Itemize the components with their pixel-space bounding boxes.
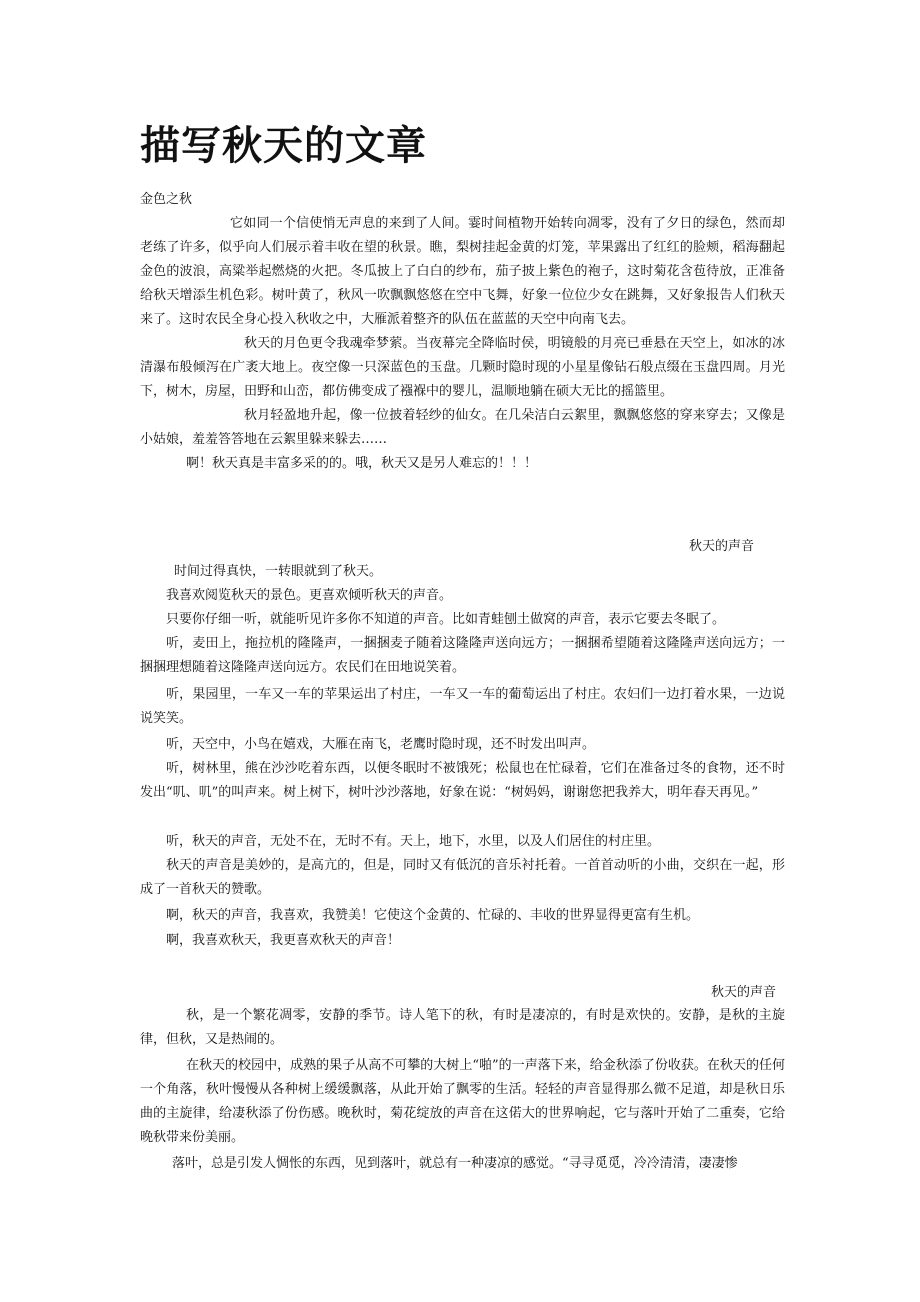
section2-paragraph-4: 听，麦田上，拖拉机的隆隆声，一捆捆麦子随着这隆隆声送向远方；一捆捆希望随着这隆隆声送向远方；一捆捆理想随着这隆隆声送向远方。农民们在田地说笑着。 — [140, 636, 785, 675]
section2-paragraph-9: 秋天的声音是美妙的，是高亢的，但是，同时又有低沉的音乐衬托着。一首首动听的小曲，交织在一起，形成了一首秋天的赞歌。 — [140, 858, 785, 897]
section2-paragraph-2: 我喜欢阅览秋天的景色。更喜欢倾听秋天的声音。 — [166, 588, 453, 603]
section2-paragraph-7: 听，树林里，熊在沙沙吃着东西，以便冬眠时不被饿死；松鼠也在忙碌着，它们在准备过冬的食物，还不时发出“叽、叽”的叫声来。树上树下，树叶沙沙落地，好象在说：“树妈妈，谢谢您把我养大，明年春天再见。” — [140, 761, 785, 800]
section2-paragraph-1: 时间过得真快，一转眼就到了秋天。 — [174, 564, 383, 579]
section2-heading: 秋天的声音 — [689, 539, 755, 554]
section1-subtitle: 金色之秋 — [140, 192, 193, 207]
document-title: 描写秋天的文章 — [140, 122, 427, 169]
section1-paragraph-2: 秋天的月色更令我魂牵梦萦。当夜幕完全降临时侯，明镜般的月亮已垂悬在天空上，如冰的冰清瀑布般倾泻在广袤大地上。夜空像一只深蓝色的玉盘。几颗时隐时现的小星星像钻石般点缀在玉盘四周。月光下，树木，房屋，田野和山峦，都仿佛变成了襁褓中的婴儿，温顺地躺在硕大无比的摇篮里。 — [140, 336, 785, 399]
section2-paragraph-11: 啊，我喜欢秋天，我更喜欢秋天的声音！ — [166, 933, 401, 948]
section2-paragraph-3: 只要你仔细一听，就能听见许多你不知道的声音。比如青蛙刨土做窝的声音，表示它要去冬眠了。 — [166, 612, 726, 627]
section2-paragraph-10: 啊，秋天的声音，我喜欢，我赞美！它使这个金黄的、忙碌的、丰收的世界显得更富有生机。 — [166, 908, 700, 923]
section2-paragraph-5: 听，果园里，一车又一车的苹果运出了村庄，一车又一车的葡萄运出了村庄。农妇们一边打着水果，一边说说笑笑。 — [140, 687, 785, 726]
section1-paragraph-3: 秋月轻盈地升起，像一位披着轻纱的仙女。在几朵洁白云絮里，飘飘悠悠的穿来穿去；又像是小姑娘，羞羞答答地在云絮里躲来躲去…… — [140, 408, 785, 447]
section3-heading: 秋天的声音 — [711, 985, 777, 1000]
section3-paragraph-2: 在秋天的校园中，成熟的果子从高不可攀的大树上“啪”的一声落下来，给金秋添了份收获。在秋天的任何一个角落，秋叶慢慢从各种树上缓缓飘落，从此开始了飘零的生活。轻轻的声音显得那么微不足道，却是秋日乐曲的主旋律，给凄秋添了份伤感。晚秋时，菊花绽放的声音在这偌大的世界响起，它与落叶开始了二重奏，它给晚秋带来份美丽。 — [140, 1058, 785, 1145]
section2-paragraph-6: 听，天空中，小鸟在嬉戏，大雁在南飞，老鹰时隐时现，还不时发出叫声。 — [166, 737, 596, 752]
section3-paragraph-3: 落叶，总是引发人惆怅的东西，见到落叶，就总有一种凄凉的感觉。“寻寻觅觅，冷冷清清，凄凄惨 — [172, 1156, 738, 1171]
section2-paragraph-8: 听，秋天的声音，无处不在，无时不有。天上，地下，水里，以及人们居住的村庄里。 — [166, 834, 661, 849]
section1-paragraph-1: 它如同一个信使悄无声息的来到了人间。霎时间植物开始转向凋零，没有了夕日的绿色，然而却老练了许多，似乎向人们展示着丰收在望的秋景。瞧，梨树挂起金黄的灯笼，苹果露出了红红的脸颊，稻海翻起金色的波浪，高粱举起燃烧的火把。冬瓜披上了白白的纱布，茄子披上紫色的袍子，这时菊花含苞待放，正准备给秋天增添生机色彩。树叶黄了，秋风一吹飘飘悠悠在空中飞舞，好象一位位少女在跳舞，又好象报告人们秋天来了。这时农民全身心投入秋收之中，大雁派着整齐的队伍在蓝蓝的天空中向南飞去。 — [140, 216, 785, 327]
section1-paragraph-4: 啊！秋天真是丰富多采的的。哦，秋天又是另人难忘的！！！ — [186, 456, 538, 471]
section3-paragraph-1: 秋，是一个繁花凋零，安静的季节。诗人笔下的秋，有时是凄凉的，有时是欢快的。安静，是秋的主旋律，但秋，又是热闹的。 — [140, 1008, 785, 1047]
